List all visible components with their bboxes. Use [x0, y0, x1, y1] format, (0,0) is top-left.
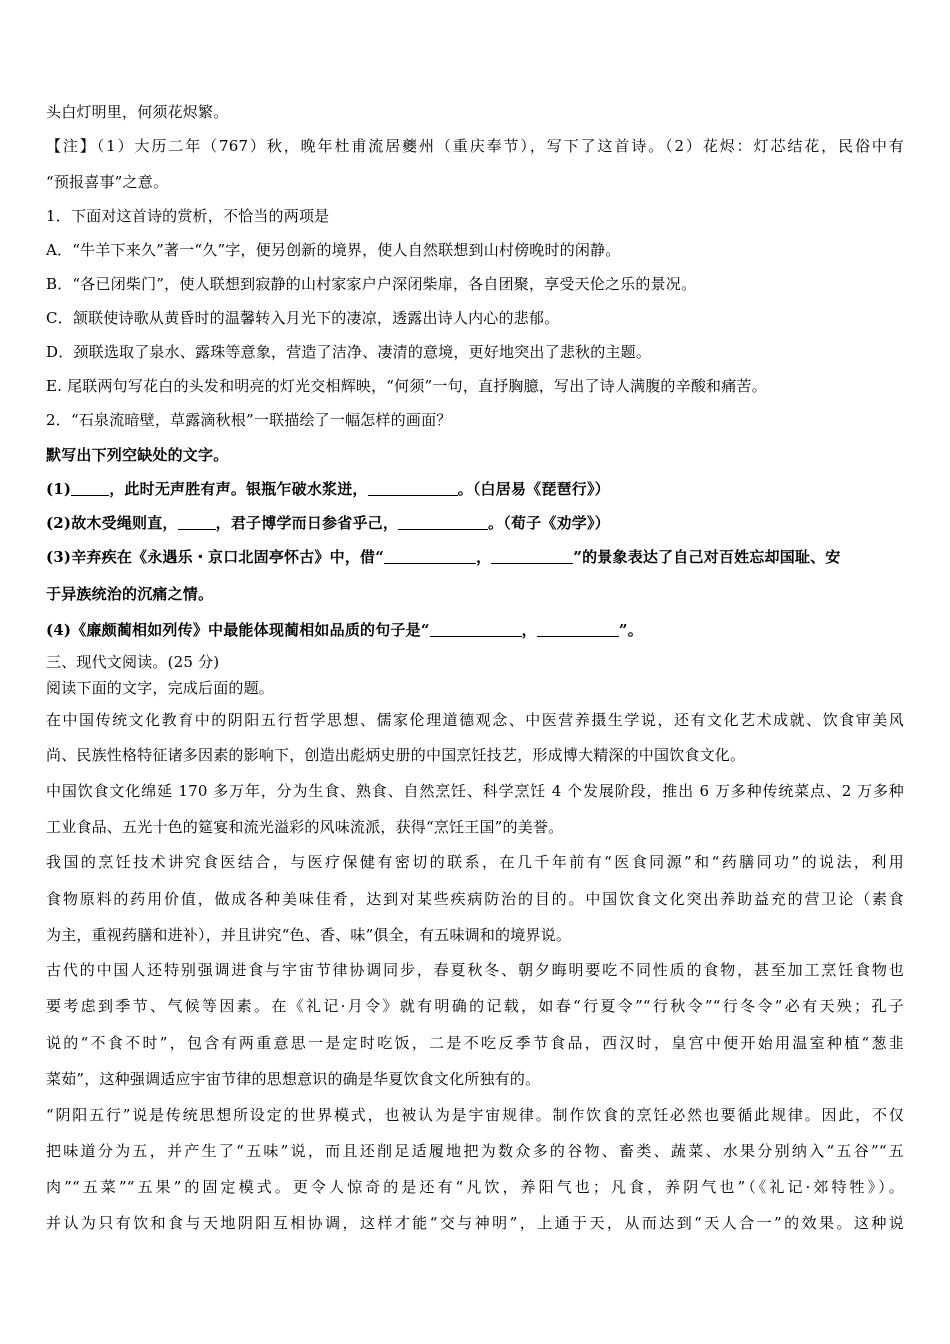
blank-line [430, 622, 522, 637]
dictation-item-4 [46, 620, 643, 640]
dictation-item-1-part-c: 。（白居易《琵琶行》） [457, 480, 610, 498]
article-p5-line-3: 肉”“五菜”“五果”的固定模式。更令人惊奇的是还有“凡饮，养阳气也；凡食，养阴气也”（《礼记·郊特牲》）。 [46, 1178, 904, 1196]
dictation-item-3-part-a: (3)辛弃疾在《永遇乐・京口北固亭怀古》中，借“ [46, 548, 385, 566]
article-p2-line-2: 工业食品、五光十色的筵宴和流光溢彩的风味流派，获得“烹饪王国”的美誉。 [46, 818, 564, 836]
article-p3-line-1: 我国的烹饪技术讲究食医结合，与医疗保健有密切的联系，在几千年前有“医食同源”和“药膳同功”的说法，利用 [46, 853, 904, 871]
question-1-option-a: A．“牛羊下来久”著一“久”字，便另创新的境界，使人自然联想到山村傍晚时的闲静。 [46, 241, 621, 259]
dictation-item-3-cont: 于异族统治的沉痛之情。 [46, 585, 214, 603]
blank-line [398, 515, 488, 530]
question-1-stem: 1．下面对这首诗的赏析，不恰当的两项是 [46, 207, 330, 225]
dictation-item-4-part-a: (4)《廉颇蔺相如列传》中最能体现蔺相如品质的句子是“ [46, 621, 430, 639]
dictation-item-1-part-a: (1) [46, 480, 72, 498]
question-2-stem: 2．“石泉流暗壁，草露滴秋根”一联描绘了一幅怎样的画面？ [46, 411, 452, 429]
question-1-option-e: E. 尾联两句写花白的头发和明亮的灯光交相辉映，“何须”一句，直抒胸臆，写出了诗人满腹的辛酸和痛苦。 [46, 377, 767, 395]
article-p5-line-1: “阴阳五行”说是传统思想所设定的世界模式，也被认为是宇宙规律。制作饮食的烹饪必然也要循此规律。因此，不仅 [46, 1106, 904, 1124]
question-1-option-d: D．颈联选取了泉水、露珠等意象，营造了洁净、凄清的意境，更好地突出了悲秋的主题。 [46, 343, 652, 361]
article-p3-line-3: 为主，重视药膳和进补），并且讲究“色、香、味”俱全，有五味调和的境界说。 [46, 926, 572, 944]
article-p2-line-1: 中国饮食文化绵延 170 多万年，分为生食、熟食、自然烹饪、科学烹饪 4 个发展阶段，推出 6 万多种传统菜点、2 万多种 [46, 782, 904, 800]
article-p5-line-2: 把味道分为五，并产生了“五味”说，而且还削足适履地把为数众多的谷物、畜类、蔬菜、水果分别纳入“五谷”“五 [46, 1142, 904, 1160]
question-1-option-c: C．颔联使诗歌从黄昏时的温馨转入月光下的凄凉，透露出诗人内心的悲郁。 [46, 309, 560, 327]
blank-line [178, 515, 216, 530]
blank-line [71, 481, 109, 496]
blank-line [537, 622, 619, 637]
blank-line [491, 549, 573, 564]
dictation-item-4-part-b: ， [521, 621, 537, 639]
article-p4-line-3: 说的“不食不时”，包含有两重意思一是定时吃饭，二是不吃反季节食品，西汉时，皇宫中便开始用温室种植“葱韭 [46, 1034, 904, 1052]
article-p4-line-2: 要考虑到季节、气候等因素。在《礼记·月令》就有明确的记载，如春“行夏令”“行秋令”“行冬令”必有天殃；孔子 [46, 997, 904, 1015]
note-line-2: “预报喜事”之意。 [46, 173, 169, 191]
dictation-item-1 [46, 479, 610, 499]
article-p4-line-1: 古代的中国人还特别强调进食与宇宙节律协调同步，春夏秋冬、朝夕晦明要吃不同性质的食物，甚至加工烹饪食物也 [46, 961, 904, 979]
poem-tail: 头白灯明里，何须花烬繁。 [46, 103, 229, 121]
dictation-title: 默写出下列空缺处的文字。 [46, 446, 229, 464]
article-p1-line-2: 尚、民族性格特征诸多因素的影响下，创造出彪炳史册的中国烹饪技艺，形成博大精深的中国饮食文化。 [46, 746, 746, 764]
blank-line [384, 549, 476, 564]
blank-line [368, 481, 458, 496]
dictation-item-2 [46, 513, 610, 533]
dictation-item-2-part-b: ，君子博学而日参省乎己， [215, 514, 399, 532]
dictation-item-2-part-c: 。（荀子《劝学》） [488, 514, 610, 532]
dictation-item-1-part-b: ，此时无声胜有声。银瓶乍破水浆迸， [109, 480, 368, 498]
dictation-item-3-part-b: ， [476, 548, 492, 566]
article-p1-line-1: 在中国传统文化教育中的阴阳五行哲学思想、儒家伦理道德观念、中医营养摄生学说，还有文化艺术成就、饮食审美风 [46, 711, 904, 729]
section-3-title: 三、现代文阅读。(25 分) [46, 653, 220, 671]
dictation-item-2-part-a: (2)故木受绳则直， [46, 514, 178, 532]
article-p4-line-4: 菜茹”，这种强调适应宇宙节律的思想意识的确是华夏饮食文化所独有的。 [46, 1070, 541, 1088]
dictation-item-3-part-c: ”的景象表达了自己对百姓忘却国耻、安 [573, 548, 841, 566]
dictation-item-3 [46, 547, 841, 567]
question-1-option-b: B．“各已闭柴门”，使人联想到寂静的山村家家户户深闭柴扉，各自团聚，享受天伦之乐的景况。 [46, 275, 697, 293]
section-3-instruction: 阅读下面的文字，完成后面的题。 [46, 679, 275, 697]
article-p3-line-2: 食物原料的药用价值，做成各种美味佳肴，达到对某些疾病防治的目的。中国饮食文化突出养助益充的营卫论（素食 [46, 890, 904, 908]
note-line-1: 【注】（1）大历二年（767）秋，晚年杜甫流居夔州（重庆奉节），写下了这首诗。（2）花烬：灯芯结花，民俗中有 [46, 137, 904, 155]
article-p5-line-4: 并认为只有饮和食与天地阴阳互相协调，这样才能“交与神明”，上通于天，从而达到“天人合一”的效果。这种说 [46, 1214, 904, 1232]
dictation-item-4-part-c: ”。 [618, 621, 643, 639]
